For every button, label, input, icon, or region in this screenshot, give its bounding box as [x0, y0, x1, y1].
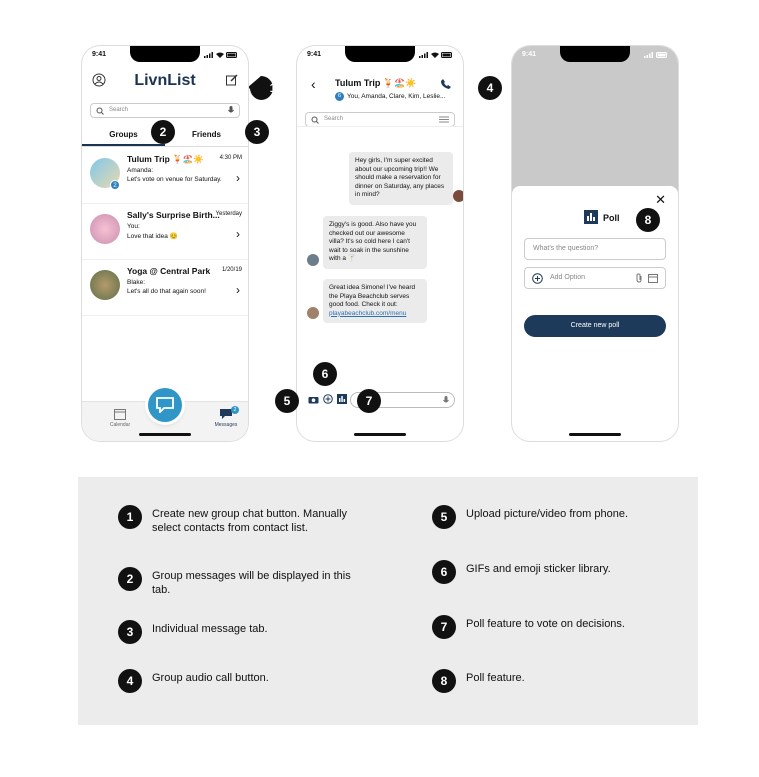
- chat-title: Tulum Trip 🍹🏖️☀️: [335, 78, 417, 88]
- status-icons: [204, 51, 238, 59]
- legend-text: Group messages will be displayed in this tab.: [152, 570, 351, 596]
- chat-preview: Love that idea 😊: [127, 233, 178, 240]
- legend-text: GIFs and emoji sticker library.: [466, 563, 611, 575]
- sender-avatar: [307, 254, 319, 266]
- close-icon[interactable]: ✕: [655, 192, 666, 207]
- calendar-icon[interactable]: [648, 273, 659, 283]
- video-chat-button[interactable]: [148, 388, 182, 422]
- phone-poll-screen: [512, 46, 678, 441]
- chevron-right-icon: ›: [236, 171, 240, 185]
- callout-marker-4: 4: [466, 76, 504, 100]
- nav-messages[interactable]: [206, 408, 246, 428]
- chat-sender: You:: [127, 223, 140, 230]
- app-header: [82, 68, 248, 96]
- chat-preview: Let's vote on venue for Saturday.: [127, 176, 222, 183]
- chat-row-sally[interactable]: [82, 204, 248, 260]
- nav-calendar-label: Calendar: [109, 422, 131, 428]
- chat-time: 1/20/19: [221, 267, 242, 273]
- filter-icon[interactable]: [439, 116, 449, 123]
- callout-marker-8: 8: [624, 208, 662, 232]
- sender-avatar: [307, 307, 319, 319]
- back-chevron-icon[interactable]: ‹: [311, 76, 316, 92]
- search-placeholder: Search: [324, 116, 344, 122]
- phone-call-icon[interactable]: [441, 79, 451, 89]
- search-icon: [311, 116, 319, 124]
- home-indicator: [354, 433, 406, 436]
- legend-text: Individual message tab.: [152, 623, 268, 635]
- home-indicator: [139, 433, 191, 436]
- chat-sender: Blake:: [127, 279, 146, 286]
- legend-panel: 1 Create new group chat button. Manually select contacts from contact list. 2 Group messages will be displayed in this tab. 3 Individual message tab. 4 Group audio call button. 5 Upload picture/video from phone. 6 GIFs and emoji sticker library. 7 Poll feature to vote on decisions. 8 Poll feature.: [78, 477, 698, 725]
- group-avatar: [90, 214, 120, 244]
- chat-row-yoga[interactable]: [82, 260, 248, 316]
- chat-name: Sally's Surprise Birth...: [127, 210, 220, 220]
- status-icons: [644, 51, 668, 59]
- calendar-icon: [114, 408, 126, 420]
- signal-icon: [419, 52, 429, 58]
- chat-preview: Let's all do that again soon!: [127, 288, 206, 295]
- messages-badge: 2: [231, 406, 239, 414]
- callout-marker-5: 5: [275, 389, 313, 413]
- search-icon: [96, 107, 104, 115]
- chat-name: Tulum Trip 🍹🏖️☀️: [127, 154, 204, 164]
- group-avatar: [90, 270, 120, 300]
- members-count-badge: 6: [335, 92, 344, 101]
- message-bubble-received: Ziggy's is good. Also have you checked out our awesome villa? It's so cold here I can't wait to soak in the sunshine with a 🍸: [323, 216, 427, 269]
- wifi-icon: [216, 52, 224, 58]
- status-time: 9:41: [522, 51, 537, 58]
- phone-notch: [345, 46, 415, 62]
- legend-text: Upload picture/video from phone.: [466, 508, 629, 520]
- chevron-right-icon: ›: [236, 283, 240, 297]
- status-time: 9:41: [92, 51, 107, 58]
- attachment-icon[interactable]: [635, 273, 643, 283]
- chat-name: Yoga @ Central Park: [127, 266, 211, 276]
- signal-icon: [644, 52, 654, 58]
- signal-icon: [204, 52, 214, 58]
- message-bubble-sent: Hey girls, I'm super excited about our upcoming trip!! We should make a reservation for dinner on Saturday, any places in mind?: [349, 152, 453, 205]
- legend-text: Poll feature to vote on decisions.: [466, 618, 625, 630]
- sender-avatar: [453, 190, 463, 202]
- app-logo: LivnList: [134, 72, 196, 89]
- tab-friends[interactable]: Friends: [192, 130, 221, 139]
- legend-text: Poll feature.: [466, 672, 525, 684]
- nav-calendar[interactable]: [100, 408, 140, 428]
- chevron-right-icon: ›: [236, 227, 240, 241]
- message-link[interactable]: playabeachclub.com/menu: [329, 309, 407, 317]
- create-poll-button[interactable]: Create new poll: [524, 315, 666, 337]
- callout-marker-2: 2: [139, 120, 177, 144]
- status-time: 9:41: [307, 51, 322, 58]
- compose-icon[interactable]: [226, 74, 238, 86]
- tab-groups[interactable]: Groups: [109, 130, 138, 139]
- microphone-icon[interactable]: [443, 396, 449, 405]
- chat-time: Yesterday: [215, 211, 242, 217]
- search-input[interactable]: [90, 103, 240, 118]
- message-bubble-received: [323, 279, 427, 323]
- callout-marker-6: 6: [313, 362, 337, 398]
- unread-badge: 2: [110, 180, 120, 190]
- chat-header: [297, 66, 463, 156]
- phone-groups-screen: [82, 46, 248, 441]
- legend-text: Group audio call button.: [152, 672, 269, 684]
- microphone-icon[interactable]: [228, 106, 234, 115]
- phone-notch: [130, 46, 200, 62]
- chat-sender: Amanda:: [127, 167, 154, 174]
- message-text: Great idea Simone! I've heard the Playa Beachclub serves good food. Check it out:: [329, 284, 416, 308]
- chat-time: 4:30 PM: [219, 155, 242, 161]
- callout-marker-1: 1: [249, 76, 287, 100]
- wifi-icon: [431, 52, 439, 58]
- nav-messages-label: Messages: [214, 422, 238, 428]
- callout-marker-3: 3: [233, 120, 271, 144]
- search-placeholder: Search: [109, 107, 129, 113]
- add-circle-icon[interactable]: [532, 273, 543, 284]
- poll-icon: [584, 210, 598, 224]
- battery-icon: [226, 52, 238, 58]
- home-indicator: [569, 433, 621, 436]
- callout-marker-7: 7: [345, 389, 383, 413]
- chat-search-input[interactable]: [305, 112, 455, 127]
- status-icons: [419, 51, 453, 59]
- poll-title: Poll: [603, 213, 620, 223]
- phone-notch: [560, 46, 630, 62]
- video-chat-icon: [156, 397, 174, 413]
- battery-icon: [656, 52, 668, 58]
- add-option-label: Add Option: [550, 274, 586, 281]
- chat-row-tulum[interactable]: [82, 148, 248, 204]
- poll-question-field[interactable]: What's the question?: [524, 238, 666, 260]
- members-list[interactable]: You, Amanda, Clare, Kim, Leslie...: [347, 93, 446, 100]
- legend-text: Create new group chat button. Manually select contacts from contact list.: [152, 508, 348, 534]
- add-option-field[interactable]: [524, 267, 666, 289]
- battery-icon: [441, 52, 453, 58]
